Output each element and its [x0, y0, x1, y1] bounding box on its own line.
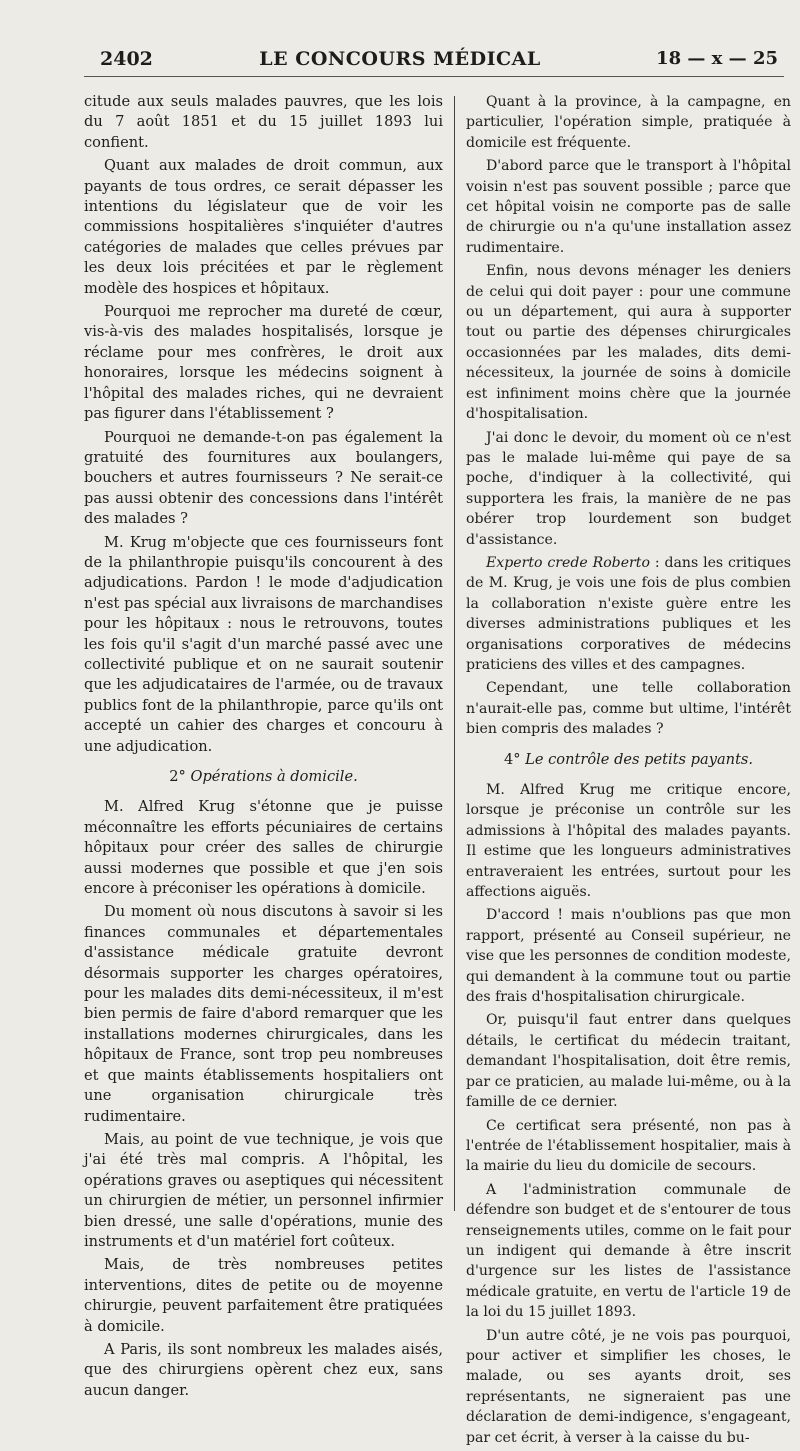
paragraph: D'abord parce que le transport à l'hôpital voisin n'est pas souvent possible ; parce que cet hôpital voisin ne comporte pas de salle de chirurgie ou n'a qu'une installation assez rudimentaire.	[466, 158, 791, 256]
page-number: 2402	[100, 48, 153, 70]
paragraph: Cependant, une telle collaboration n'aurait-elle pas, comme but ultime, l'intérêt bien compris des malades ?	[466, 680, 791, 738]
paragraph: Enfin, nous devons ménager les deniers de celui qui doit payer : pour une commune ou un département, qui aura à supporter tout ou partie des dépenses chirurgicales occasionnées par les malades, dits demi-nécessiteux, la journée de soins à domicile est infiniment moins chère que la journée d'hospitalisation.	[466, 263, 791, 423]
paragraph: Mais, de très nombreuses petites interventions, dites de petite ou de moyenne chirurgie, peuvent parfaitement être pratiquées à domicile.	[84, 1256, 443, 1335]
paragraph: M. Alfred Krug s'étonne que je puisse méconnaître les efforts pécuniaires de certains hôpitaux pour créer des salles de chirurgie aussi modernes que possible et que j'en sois encore à préconiser les opérations à domicile.	[84, 798, 443, 898]
paragraph: Ce certificat sera présenté, non pas à l'entrée de l'établissement hospitalier, mais à la mairie du lieu du domicile de secours.	[466, 1117, 791, 1175]
paragraph: A l'administration communale de défendre son budget et de s'entourer de tous renseignements utiles, comme on le fait pour un indigent qui demande à être inscrit d'urgence sur les listes de l'assistance médicale gratuite, en vertu de l'article 19 de la loi du 15 juillet 1893.	[466, 1181, 791, 1321]
paragraph: M. Krug m'objecte que ces fournisseurs font de la philanthropie puisqu'ils concourent à des adjudications. Pardon ! le mode d'adjudication n'est pas spécial aux livraisons de marchandises pour les hôpitaux : nous le retrouvons, toutes les fois qu'il s'agit d'un marché passé avec une collectivité publique et on ne saurait soutenir que les adjudicataires de l'armée, ou de travaux publics font de la philanthropie, parce qu'ils ont accepté un cahier des charges et concouru à une adjudication.	[84, 533, 443, 755]
section-heading	[466, 750, 791, 770]
paragraph: Or, puisqu'il faut entrer dans quelques détails, le certificat du médecin traitant, demandant l'hospitalisation, doit être remis, par ce praticien, au malade lui-même, ou à la famille de ce dernier.	[466, 1012, 791, 1111]
paragraph: M. Alfred Krug me critique encore, lorsque je préconise un contrôle sur les admissions à l'hôpital des malades payants. Il estime que les longueurs administratives entraveraient les entrées, surtout pour les affections aiguës.	[466, 782, 791, 901]
section-heading	[84, 767, 443, 787]
paragraph: Quant à la province, à la campagne, en particulier, l'opération simple, pratiquée à domicile est fréquente.	[466, 94, 791, 151]
section-title: Le contrôle des petits payants.	[525, 750, 754, 768]
paragraph-text: : dans les critiques de M. Krug, je vois une fois de plus combien la collaboration n'existe guère entre les diverses administrations publiques et les organisations corporatives de médecins praticiens des villes et des campagnes.	[466, 554, 792, 673]
paragraph: D'accord ! mais n'oublions pas que mon rapport, présenté au Conseil supérieur, ne vise que les personnes de condition modeste, qui demandent à la commune tout ou partie des frais d'hospitalisation chirurgicale.	[466, 907, 791, 1006]
paragraph: citude aux seuls malades pauvres, que les lois du 7 août 1851 et du 15 juillet 1893 lui confient.	[84, 93, 443, 151]
section-number: 4°	[503, 750, 526, 768]
left-column	[84, 92, 443, 1404]
paragraph: Du moment où nous discutons à savoir si les finances communales et départementales d'assistance médicale gratuite devront désormais supporter les charges opératoires, pour les malades dits demi-nécessiteux, il m'est bien permis de faire d'abord remarquer que les installations modernes chirurgicales, dans les hôpitaux de France, sont trop peu nombreuses et que maints établissements hospitaliers ont une organisation chirurgicale très rudimentaire.	[84, 903, 443, 1125]
right-column	[466, 92, 791, 1451]
header-rule	[84, 76, 784, 77]
column-divider	[454, 96, 455, 1211]
issue-date: 18 — x — 25	[656, 48, 778, 69]
page-header	[0, 44, 800, 80]
paragraph: Pourquoi ne demande-t-on pas également la gratuité des fournitures aux boulangers, bouchers et autres fournisseurs ? Ne serait-ce pas aussi obtenir des concessions dans l'intérêt des malades ?	[84, 428, 443, 528]
paragraph: Pourquoi me reprocher ma dureté de cœur, vis-à-vis des malades hospitalisés, lorsque je réclame pour mes confrères, le droit aux honoraires, lorsque les médecins soignent à l'hôpital des malades riches, qui ne devraient pas figurer dans l'établissement ?	[84, 303, 443, 423]
paragraph: Quant aux malades de droit commun, aux payants de tous ordres, ce serait dépasser les intentions du législateur que de voir les commissions hospitalières s'inquiéter d'autres catégories de malades que celles prévues par les deux lois précitées et par le règlement modèle des hospices et hôpitaux.	[84, 157, 443, 297]
paragraph	[466, 553, 791, 675]
section-number: 2°	[169, 768, 191, 785]
paragraph: Mais, au point de vue technique, je vois que j'ai été très mal compris. A l'hôpital, les opérations graves ou aseptiques qui nécessitent un chirurgien de métier, un personnel infirmier bien dressé, une salle d'opérations, munie des instruments et d'un matériel fort coûteux.	[84, 1130, 443, 1250]
paragraph: A Paris, ils sont nombreux les malades aisés, que des chirurgiens opèrent chez eux, sans aucun danger.	[84, 1340, 443, 1399]
section-title: Opérations à domicile.	[190, 768, 358, 785]
journal-title: LE CONCOURS MÉDICAL	[259, 48, 541, 70]
paragraph: J'ai donc le devoir, du moment où ce n'est pas le malade lui-même qui paye de sa poche, d'indiquer à la collectivité, qui supportera les frais, la manière de ne pas obérer trop lourdement son budget d'assistance.	[466, 429, 791, 548]
paragraph: D'un autre côté, je ne vois pas pourquoi, pour activer et simplifier les choses, le malade, ou ses ayants droit, ses représentants, ne signeraient pas une déclaration de demi-indigence, s'engageant, par cet écrit, à verser à la caisse du bu-	[466, 1327, 791, 1446]
latin-quote: Experto crede Roberto	[486, 554, 650, 571]
